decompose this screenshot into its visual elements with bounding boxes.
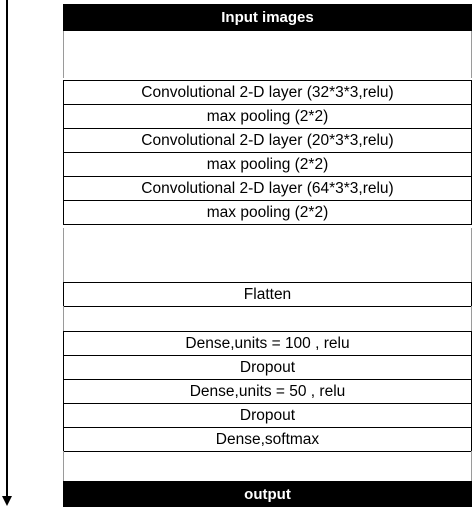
- flow-arrow-line: [6, 0, 8, 498]
- softmax-layer-row: Dense,softmax: [64, 428, 471, 452]
- conv-layer-row: Convolutional 2-D layer (20*3*3,relu): [64, 129, 471, 153]
- pooling-layer-row: max pooling (2*2): [64, 201, 471, 225]
- conv-layer-group: [63, 80, 472, 225]
- flatten-group: [63, 282, 472, 307]
- dropout-layer-row: Dropout: [64, 404, 471, 428]
- flatten-layer-row: Flatten: [64, 283, 471, 307]
- pooling-layer-row: max pooling (2*2): [64, 105, 471, 129]
- conv-layer-row: Convolutional 2-D layer (32*3*3,relu): [64, 81, 471, 105]
- pooling-layer-row: max pooling (2*2): [64, 153, 471, 177]
- dense-layer-row: Dense,units = 100 , relu: [64, 332, 471, 356]
- dense-layer-group: [63, 331, 472, 452]
- spacer-conv-flatten: [63, 228, 472, 282]
- output-footer: output: [63, 481, 472, 507]
- spacer-input-conv: [63, 31, 472, 78]
- dense-layer-row: Dense,units = 50 , relu: [64, 380, 471, 404]
- conv-layer-row: Convolutional 2-D layer (64*3*3,relu): [64, 177, 471, 201]
- input-images-header: Input images: [63, 4, 472, 31]
- spacer-flatten-dense: [63, 306, 472, 331]
- spacer-dense-output: [63, 451, 472, 481]
- flow-arrow-head-icon: [2, 496, 12, 506]
- dropout-layer-row: Dropout: [64, 356, 471, 380]
